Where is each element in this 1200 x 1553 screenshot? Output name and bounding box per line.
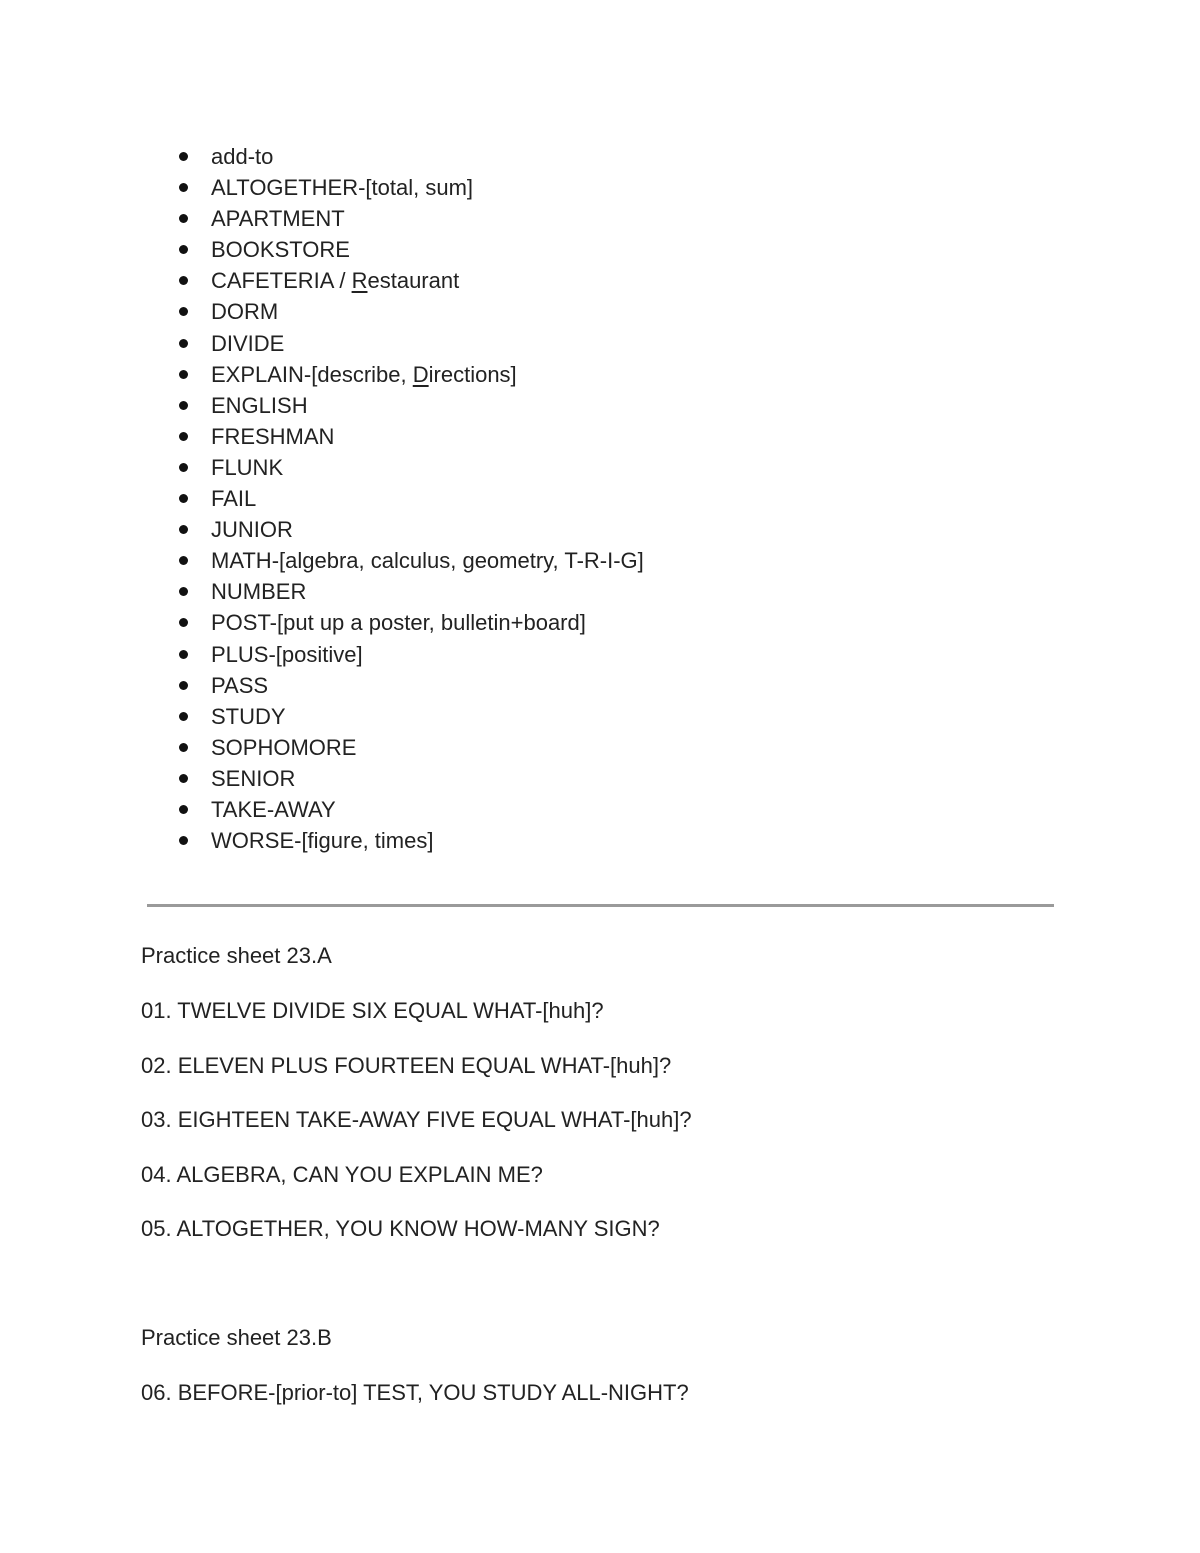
bullet-icon bbox=[179, 774, 188, 783]
underlined-letter: R bbox=[351, 268, 368, 294]
list-item bbox=[176, 359, 644, 390]
question-line: 05. ALTOGETHER, YOU KNOW HOW-MANY SIGN? bbox=[141, 1216, 660, 1241]
list-item bbox=[176, 203, 644, 234]
list-item-text-end: irections] bbox=[428, 361, 517, 387]
bullet-icon bbox=[179, 836, 188, 845]
bullet-icon bbox=[179, 401, 188, 410]
practice-sheet-a-title: Practice sheet 23.A bbox=[141, 943, 332, 968]
list-item-text: WORSE-[figure, times] bbox=[211, 828, 434, 854]
list-item bbox=[176, 576, 644, 607]
list-item-text: SENIOR bbox=[211, 765, 296, 791]
list-item-text: PASS bbox=[211, 672, 269, 698]
bullet-icon bbox=[179, 587, 188, 596]
list-item bbox=[176, 328, 644, 359]
bullet-icon bbox=[179, 743, 188, 752]
list-item-text: DIVIDE bbox=[211, 330, 285, 356]
question-line: 04. ALGEBRA, CAN YOU EXPLAIN ME? bbox=[141, 1162, 543, 1187]
list-item-text: ALTOGETHER-[total, sum] bbox=[211, 175, 474, 201]
list-item bbox=[176, 825, 644, 856]
list-item-text: FLUNK bbox=[211, 454, 284, 480]
bullet-icon bbox=[179, 214, 188, 223]
list-item bbox=[176, 390, 644, 421]
list-item bbox=[176, 763, 644, 794]
list-item bbox=[176, 172, 644, 203]
list-item bbox=[176, 141, 644, 172]
bullet-icon bbox=[179, 712, 188, 721]
list-item bbox=[176, 483, 644, 514]
bullet-icon bbox=[179, 618, 188, 627]
list-item-text: MATH-[algebra, calculus, geometry, T-R-I-G] bbox=[211, 548, 644, 574]
list-item-text: JUNIOR bbox=[211, 517, 293, 543]
bullet-icon bbox=[179, 276, 188, 285]
bullet-icon bbox=[179, 805, 188, 814]
practice-sheet-b-title: Practice sheet 23.B bbox=[141, 1325, 332, 1350]
list-item bbox=[176, 514, 644, 545]
list-item-text: POST-[put up a poster, bulletin+board] bbox=[211, 610, 586, 636]
horizontal-divider bbox=[147, 904, 1054, 907]
bullet-icon bbox=[179, 525, 188, 534]
question-line: 03. EIGHTEEN TAKE-AWAY FIVE EQUAL WHAT-[huh]? bbox=[141, 1107, 692, 1132]
bullet-icon bbox=[179, 556, 188, 565]
list-item-text: APARTMENT bbox=[211, 206, 345, 232]
question-line: 01. TWELVE DIVIDE SIX EQUAL WHAT-[huh]? bbox=[141, 998, 604, 1023]
vocabulary-list bbox=[176, 141, 644, 856]
list-item-text-end: estaurant bbox=[367, 268, 460, 294]
list-item-text-start: EXPLAIN-[describe, bbox=[211, 361, 413, 387]
list-item bbox=[176, 545, 644, 576]
list-item bbox=[176, 452, 644, 483]
bullet-icon bbox=[179, 245, 188, 254]
list-item-text: ENGLISH bbox=[211, 392, 308, 418]
list-item-text: SOPHOMORE bbox=[211, 734, 357, 760]
bullet-icon bbox=[179, 183, 188, 192]
bullet-icon bbox=[179, 681, 188, 690]
list-item bbox=[176, 639, 644, 670]
list-item bbox=[176, 732, 644, 763]
list-item-text: FRESHMAN bbox=[211, 423, 335, 449]
list-item-text-start: CAFETERIA / bbox=[211, 268, 352, 294]
list-item-text: PLUS-[positive] bbox=[211, 641, 363, 667]
list-item bbox=[176, 296, 644, 327]
list-item-text: STUDY bbox=[211, 703, 286, 729]
bullet-icon bbox=[179, 650, 188, 659]
bullet-icon bbox=[179, 432, 188, 441]
bullet-icon bbox=[179, 307, 188, 316]
question-line: 06. BEFORE-[prior-to] TEST, YOU STUDY ALL-NIGHT? bbox=[141, 1380, 689, 1405]
list-item-text: DORM bbox=[211, 299, 279, 325]
bullet-icon bbox=[179, 463, 188, 472]
list-item-text: add-to bbox=[211, 144, 274, 169]
bullet-icon bbox=[179, 152, 188, 161]
bullet-icon bbox=[179, 339, 188, 348]
bullet-icon bbox=[179, 494, 188, 503]
list-item bbox=[176, 607, 644, 638]
list-item-text: TAKE-AWAY bbox=[211, 796, 336, 822]
list-item-text: NUMBER bbox=[211, 579, 307, 605]
list-item bbox=[176, 670, 644, 701]
underlined-letter: D bbox=[412, 361, 429, 387]
list-item bbox=[176, 701, 644, 732]
question-line: 02. ELEVEN PLUS FOURTEEN EQUAL WHAT-[huh]? bbox=[141, 1053, 672, 1078]
list-item-text: BOOKSTORE bbox=[211, 237, 350, 263]
bullet-icon bbox=[179, 370, 188, 379]
list-item bbox=[176, 234, 644, 265]
list-item-text: FAIL bbox=[211, 486, 257, 512]
list-item bbox=[176, 794, 644, 825]
list-item bbox=[176, 265, 644, 296]
list-item bbox=[176, 421, 644, 452]
